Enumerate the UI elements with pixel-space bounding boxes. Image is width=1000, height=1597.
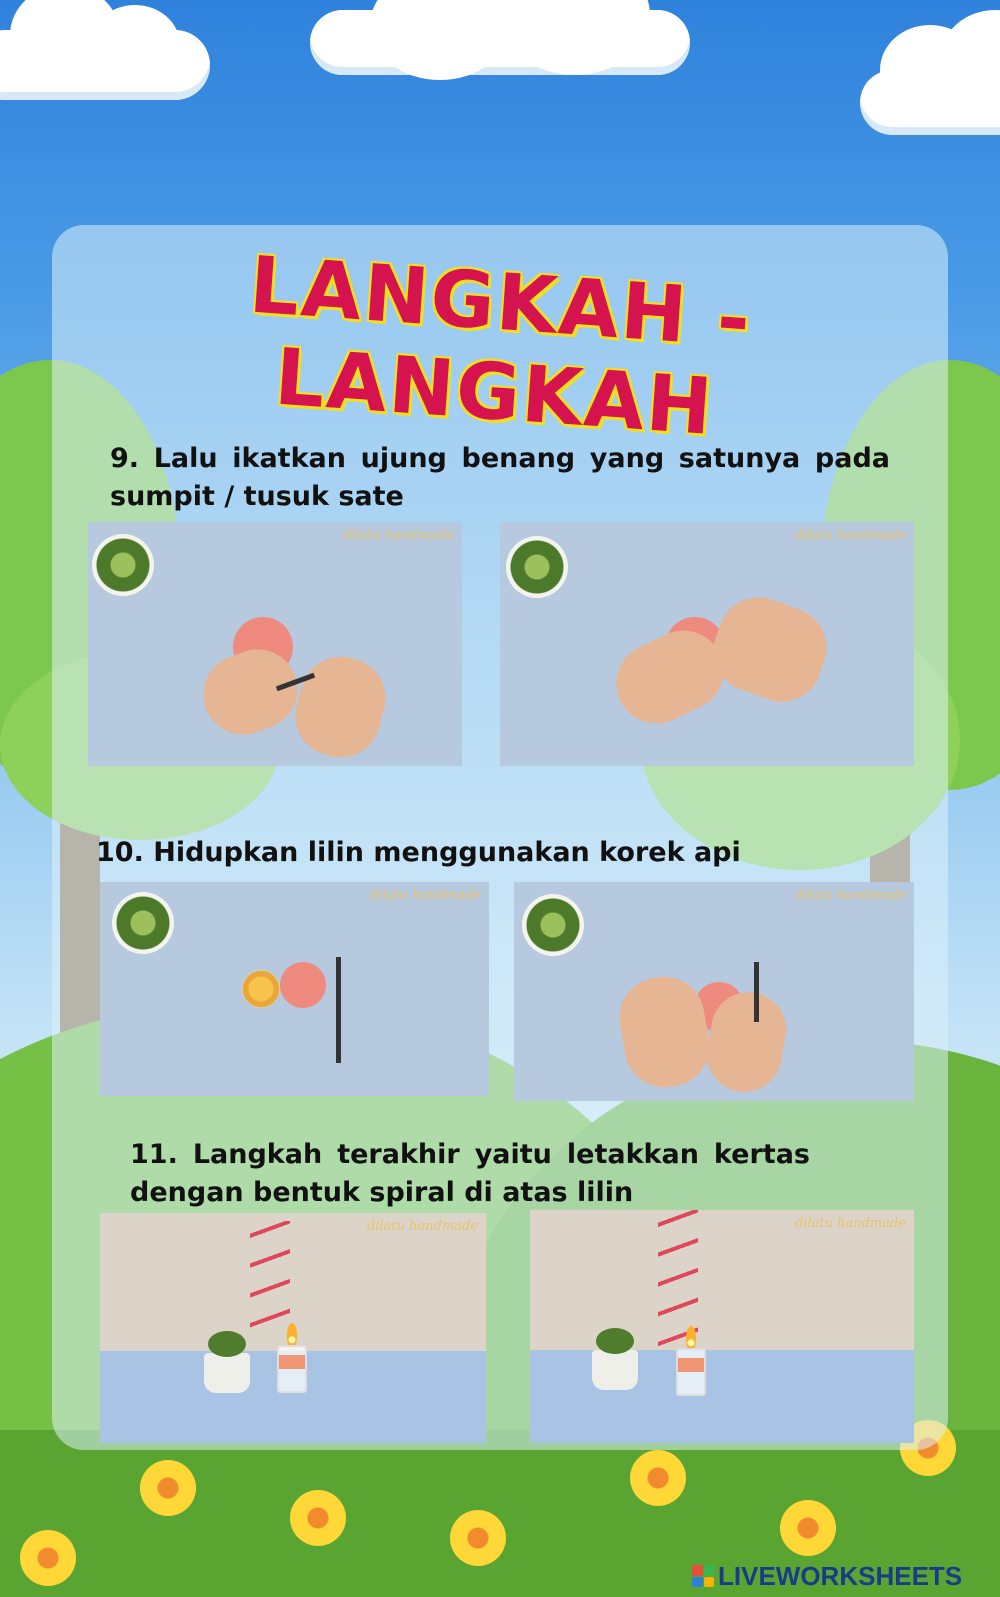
plant-pot-icon [506,536,568,598]
paper-disc [280,962,326,1008]
step-9-photo-1 [88,522,462,766]
page-title: LANGKAH - LANGKAH [246,240,755,454]
cloud-decoration [860,70,1000,135]
plant-pot-icon [522,894,584,956]
paper-spiral [250,1221,290,1331]
watermark: dilatu handmade [369,888,481,903]
flower-decoration [20,1530,76,1586]
step-10-photo-2 [514,882,914,1101]
step-10-photo-1 [100,882,489,1096]
step-10-text: 10. Hidupkan lilin menggunakan korek api [96,837,741,868]
watermark: dilatu handmade [794,1216,906,1231]
candle-glass [277,1345,307,1393]
watermark: dilatu handmade [794,528,906,543]
liveworksheets-icon [692,1565,714,1587]
flower-decoration [780,1500,836,1556]
step-9-photo-2 [500,522,914,766]
hand-image [287,648,395,766]
flower-decoration [290,1490,346,1546]
plant-pot-icon [112,892,174,954]
watermark: dilatu handmade [794,888,906,903]
liveworksheets-logo[interactable] [692,1560,962,1592]
cloud-decoration [0,30,210,100]
flower-decoration [630,1450,686,1506]
chopstick [754,962,759,1022]
plant-pot-icon [592,1350,638,1390]
plant-pot-icon [204,1353,250,1393]
candle-glass [676,1348,706,1396]
step-11-photo-1 [100,1213,486,1443]
chopstick [336,957,341,1063]
candle-image [242,970,280,1008]
step-11-text: 11. Langkah terakhir yaitu letakkan kertas dengan bentuk spiral di atas lilin [130,1139,810,1208]
brand-name: LIVEWORKSHEETS [718,1560,963,1591]
watermark: dilatu handmade [342,528,454,543]
step-11-photo-2 [530,1210,914,1443]
candle-flame [686,1326,696,1350]
flower-decoration [450,1510,506,1566]
watermark: dilatu handmade [366,1219,478,1234]
step-9-text: 9. Lalu ikatkan ujung benang yang satunya pada sumpit / tusuk sate [110,443,890,512]
hand-image [702,586,838,713]
cloud-decoration [310,10,690,75]
plant-pot-icon [92,534,154,596]
candle-flame [287,1323,297,1347]
flower-decoration [140,1460,196,1516]
